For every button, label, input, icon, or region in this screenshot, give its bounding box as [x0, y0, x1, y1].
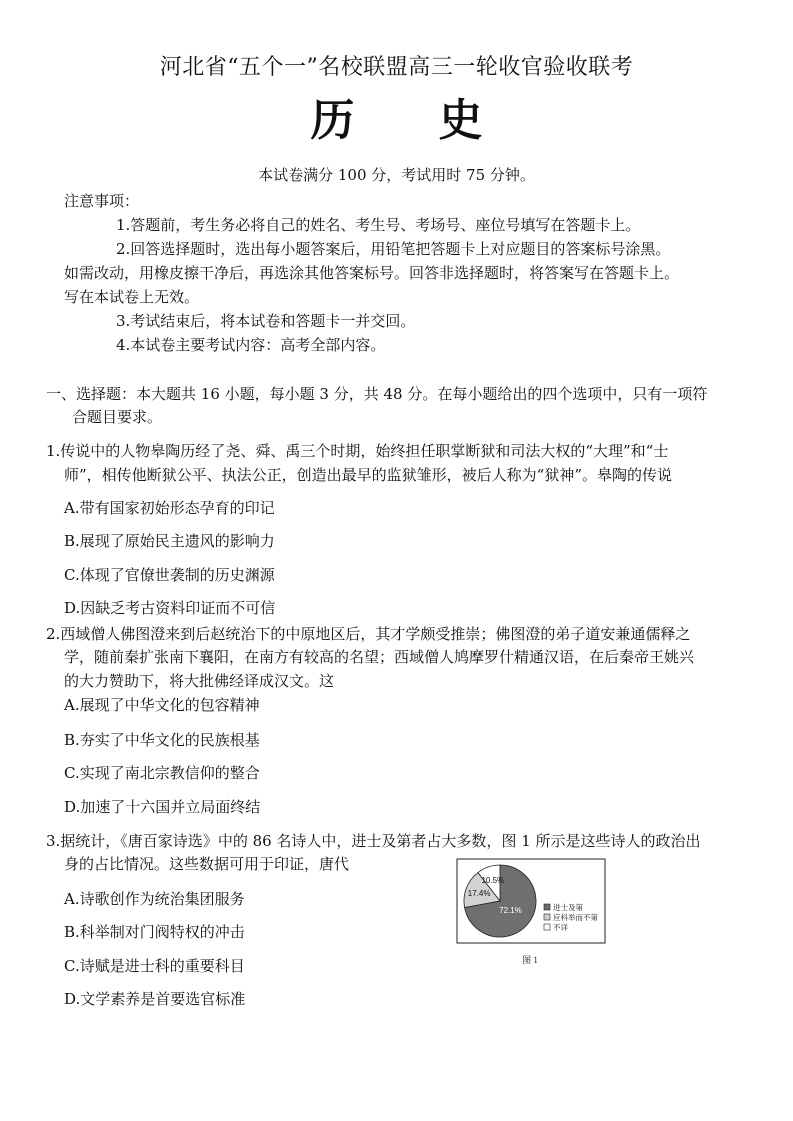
exam-title: 河北省“五个一”名校联盟高三一轮收官验收联考	[159, 55, 634, 80]
question-2-option-d: D.加速了十六国并立局面终结	[64, 798, 261, 816]
figure-1	[456, 858, 606, 976]
question-3-option-c: C.诗赋是进士科的重要科目	[64, 957, 245, 975]
question-2-stem: 2.西域僧人佛图澄来到后赵统治下的中原地区后，其才学颇受推崇；佛图澄的弟子道安兼通儒释之	[46, 625, 691, 643]
question-1-stem: 师”，相传他断狱公平、执法公正，创造出最早的监狱雏形，被后人称为“狱神”。皋陶的传说	[64, 466, 673, 484]
question-2-option-b: B.夯实了中华文化的民族根基	[64, 731, 260, 749]
pie-value-label: 10.5%	[481, 875, 505, 885]
legend-swatch	[544, 914, 550, 920]
pie-value-label: 72.1%	[499, 905, 522, 915]
question-2-option-a: A.展现了中华文化的包容精神	[64, 696, 260, 714]
question-1-option-d: D.因缺乏考古资料印证而不可信	[64, 599, 276, 617]
question-2-stem: 学，随前秦扩张南下襄阳，在南方有较高的名望；西域僧人鸠摩罗什精通汉语，在后秦帝王姚兴	[64, 648, 695, 666]
note-line: 4.本试卷主要考试内容：高考全部内容。	[116, 336, 386, 354]
question-1-option-b: B.展现了原始民主遗风的影响力	[64, 532, 275, 550]
question-3-option-a: A.诗歌创作为统治集团服务	[64, 890, 245, 908]
question-2-option-c: C.实现了南北宗教信仰的整合	[64, 764, 260, 782]
exam-info: 本试卷满分 100 分，考试用时 75 分钟。	[258, 166, 535, 184]
subject-char-1: 历	[310, 95, 355, 146]
pie-chart	[456, 858, 606, 976]
question-3-stem: 3.据统计，《唐百家诗选》中的 86 名诗人中，进士及第者占大多数，图 1 所示是这些诗人的政治出	[46, 832, 701, 850]
question-1-option-a: A.带有国家初始形态孕育的印记	[64, 499, 275, 517]
legend-swatch	[544, 904, 550, 910]
subject-char-2: 史	[438, 95, 483, 146]
question-3-option-b: B.科举制对门阀特权的冲击	[64, 923, 245, 941]
legend-label: 应科举而不第	[553, 913, 598, 922]
legend-swatch	[544, 924, 550, 930]
pie-value-label: 17.4%	[467, 889, 491, 898]
note-line: 1.答题前，考生务必将自己的姓名、考生号、考场号、座位号填写在答题卡上。	[116, 216, 641, 234]
question-2-stem: 的大力赞助下，将大批佛经译成汉文。这	[64, 672, 335, 690]
question-1-option-c: C.体现了官僚世袭制的历史渊源	[64, 566, 275, 584]
section-heading-cont: 合题目要求。	[72, 408, 163, 426]
question-3-option-d: D.文学素养是首要选官标准	[64, 990, 246, 1008]
note-line: 2.回答选择题时，选出每小题答案后，用铅笔把答题卡上对应题目的答案标号涂黑。	[116, 240, 671, 258]
question-3-stem: 身的占比情况。这些数据可用于印证，唐代	[64, 855, 350, 873]
legend-label: 进士及第	[553, 903, 583, 912]
legend-label: 不详	[553, 923, 568, 932]
notes-heading: 注意事项：	[64, 192, 140, 210]
subject-title	[0, 84, 793, 148]
note-line: 3.考试结束后，将本试卷和答题卡一并交回。	[116, 312, 416, 330]
note-line: 写在本试卷上无效。	[64, 288, 200, 306]
question-1-stem: 1.传说中的人物皋陶历经了尧、舜、禹三个时期，始终担任职掌断狱和司法大权的“大理”和“士	[46, 442, 669, 460]
section-heading: 一、选择题：本大题共 16 小题，每小题 3 分，共 48 分。在每小题给出的四个选项中，只有一项符	[46, 385, 708, 403]
figure-caption: 图 1	[522, 955, 538, 965]
note-line: 如需改动，用橡皮擦干净后，再选涂其他答案标号。回答非选择题时，将答案写在答题卡上。	[64, 264, 680, 282]
